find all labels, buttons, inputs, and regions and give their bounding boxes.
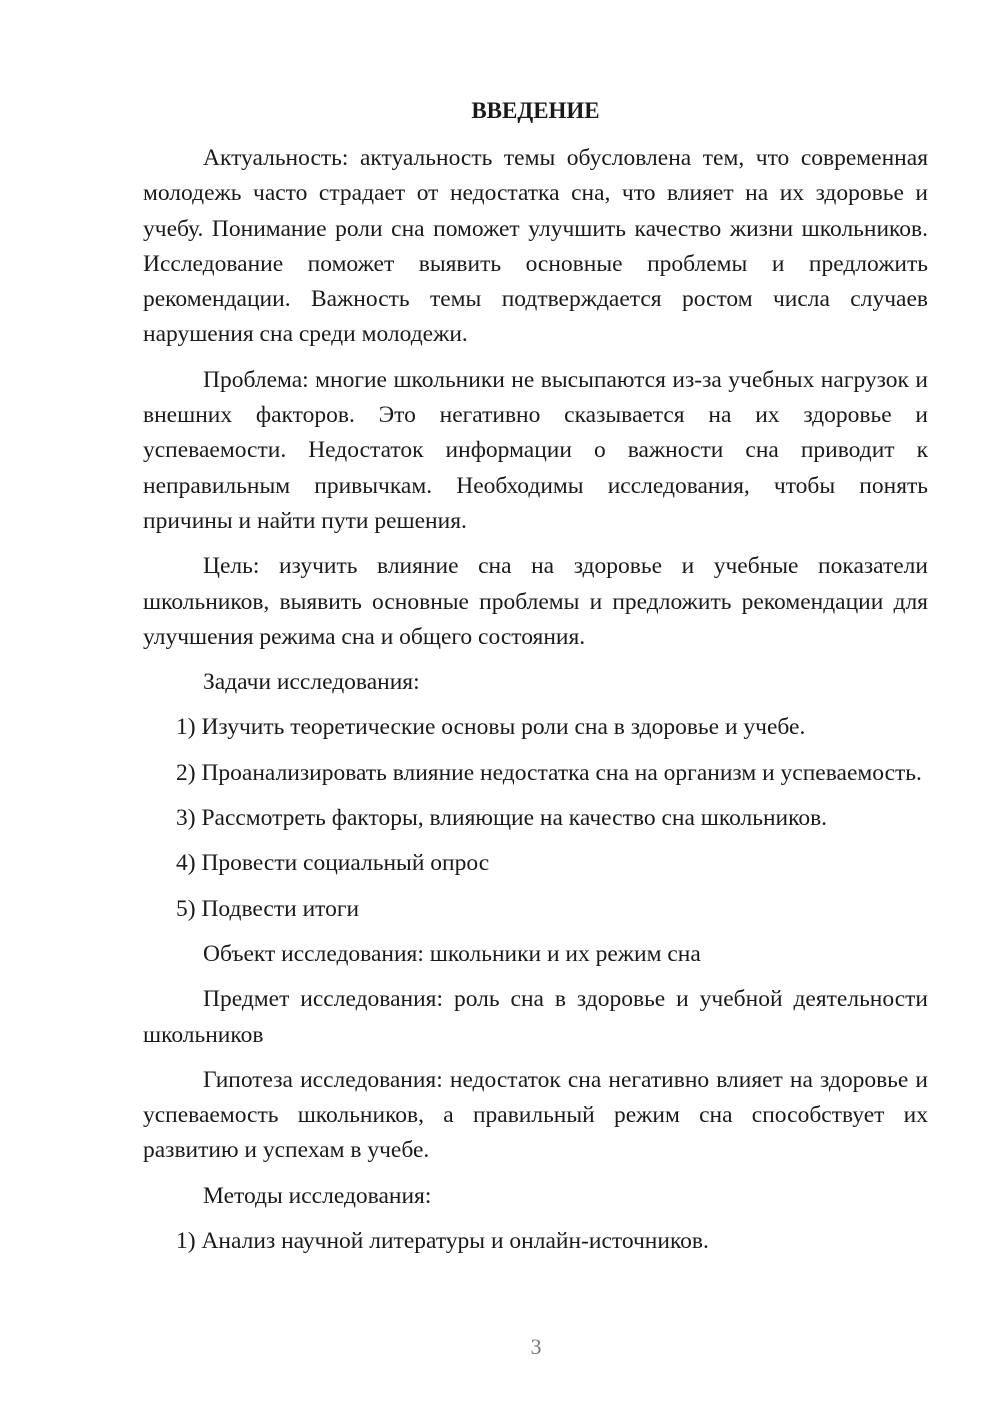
tasks-heading: Задачи исследования: [203,669,420,696]
research-hypothesis: Гипотеза исследования: недостаток сна негативно влияет на здоровье и успеваемость школьников, а правильный режим сна способствует их развитию и успехам в учебе. [143,1066,928,1164]
task-item-4: 4) Провести социальный опрос [176,850,490,877]
methods-heading: Методы исследования: [203,1182,432,1209]
task-item-2: 2) Проанализировать влияние недостатка сна на организм и успеваемость. [176,759,922,786]
document-body [143,141,928,1269]
method-item-1: 1) Анализ научной литературы и онлайн-источников. [176,1228,709,1255]
problem-paragraph: Проблема: многие школьники не высыпаются из-за учебных нагрузок и внешних факторов. Это негативно сказывается на их здоровье и успеваемости. Недостаток информации о важности сна приводит к неправильным привычкам. Необходимы исследования, чтобы понять причины и найти пути решения. [143,366,928,534]
relevance-paragraph: Актуальность: актуальность темы обусловлена тем, что современная молодежь часто страдает от недостатка сна, что влияет на их здоровье и учебу. Понимание роли сна поможет улучшить качество жизни школьников. Исследование поможет выявить основные проблемы и предложить рекомендации. Важность темы подтверждается ростом числа случаев нарушения сна среди молодежи. [143,145,928,348]
research-object: Объект исследования: школьники и их режим сна [203,940,701,967]
research-subject: Предмет исследования: роль сна в здоровье и учебной деятельности школьников [143,986,928,1048]
task-item-5: 5) Подвести итоги [176,895,360,922]
goal-paragraph: Цель: изучить влияние сна на здоровье и учебные показатели школьников, выявить основные проблемы и предложить рекомендации для улучшения режима сна и общего состояния. [143,553,928,650]
page-title: ВВЕДЕНИЕ [471,98,600,123]
task-item-3: 3) Рассмотреть факторы, влияющие на качество сна школьников. [176,805,828,832]
task-item-1: 1) Изучить теоретические основы роли сна в здоровье и учебе. [176,714,806,741]
page-number: 3 [530,1334,542,1359]
